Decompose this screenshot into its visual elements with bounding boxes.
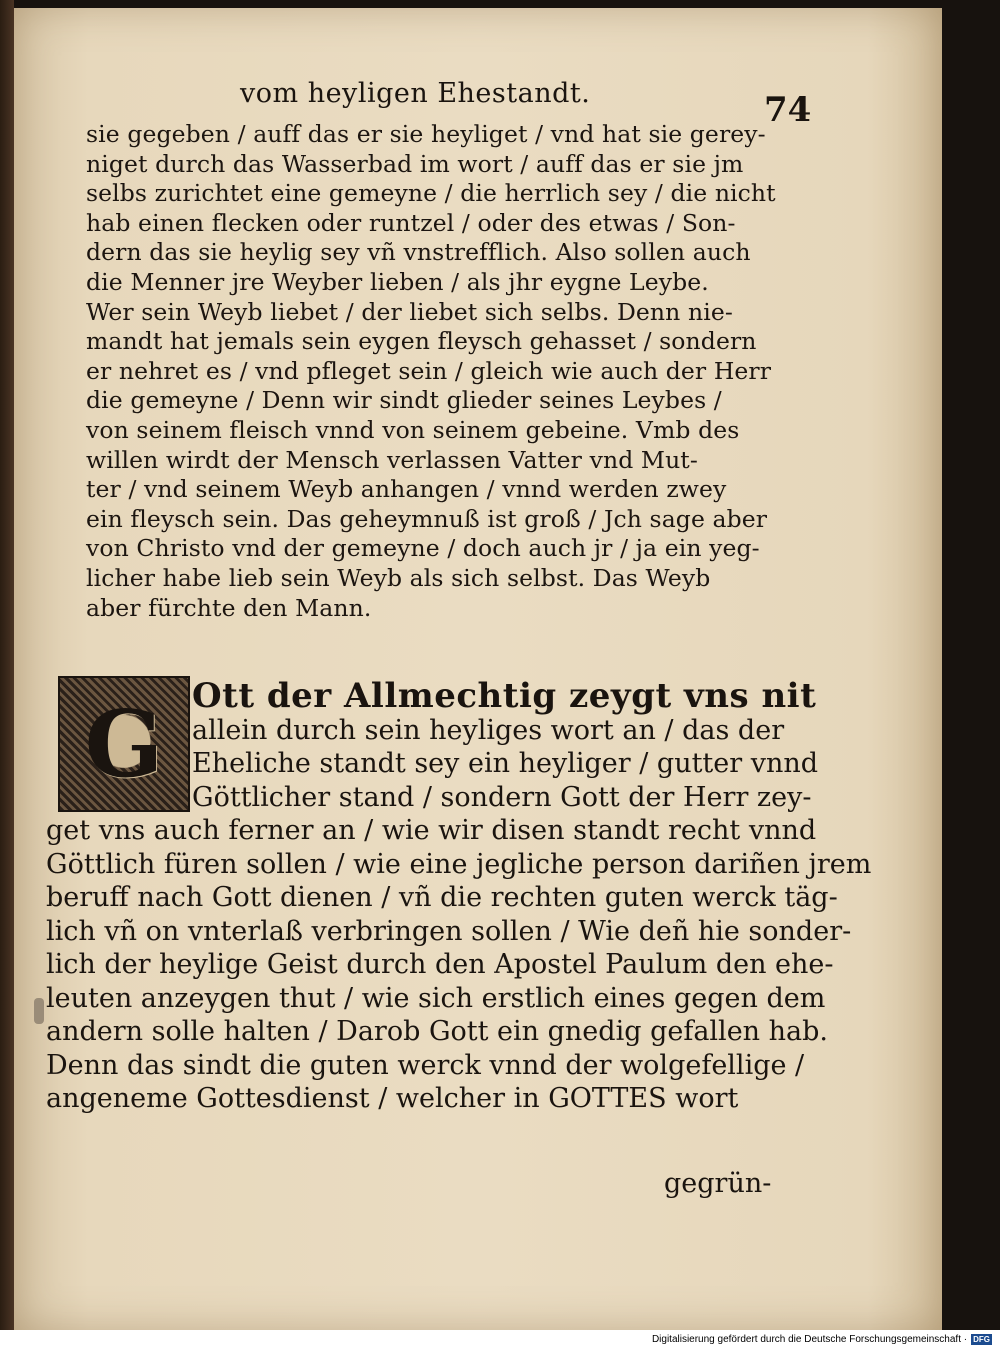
text-line: allein durch sein heyliges wort an / das der (192, 714, 785, 746)
text-line: niget durch das Wasserbad im wort / auff das er sie jm (86, 149, 744, 178)
text-line: ter / vnd seinem Weyb anhangen / vnnd werden zwey (86, 475, 727, 504)
text-line: ein fleysch sein. Das geheymnuß ist groß / Jch sage aber (86, 504, 768, 533)
page-stain (34, 998, 44, 1024)
text-line: Eheliche standt sey ein heyliger / gutter vnnd (192, 748, 819, 779)
text-line: angeneme Gottesdienst / welcher in GOTTES wort (46, 1083, 739, 1114)
text-line: Denn das sindt die guten werck vnnd der wolgefellige / (46, 1049, 805, 1081)
text-line: selbs zurichtet eine gemeyne / die herrlich sey / die nicht (86, 179, 776, 208)
text-line: licher habe lieb sein Weyb als sich selbst. Das Weyb (86, 563, 711, 592)
book-binding (0, 0, 14, 1330)
catchword: gegrün- (664, 1168, 772, 1199)
text-line: get vns auch ferner an / wie wir disen standt recht vnnd (46, 815, 817, 846)
paragraph-1 (86, 120, 786, 623)
page-number: 74 (764, 90, 812, 130)
digitization-credit (652, 1334, 992, 1345)
paragraph-2 (46, 676, 872, 1116)
text-line: Göttlicher stand / sondern Gott der Herr zey- (192, 781, 812, 813)
text-line: hab einen flecken oder runtzel / oder des etwas / Son- (86, 208, 736, 237)
text-line: dern das sie heylig sey vñ vnstrefflich. Also sollen auch (86, 238, 751, 267)
text-line: sie gegeben / auff das er sie heyliget / vnd hat sie gerey- (86, 120, 766, 148)
text-line: er nehret es / vnd pfleget sein / gleich wie auch der Herr (86, 356, 772, 385)
text-line: leuten anzeygen thut / wie sich erstlich eines gegen dem (46, 982, 826, 1014)
text-line: mandt hat jemals sein eygen fleysch gehasset / sondern (86, 327, 757, 356)
text-line: aber fürchte den Mann. (86, 593, 372, 622)
text-line: Wer sein Weyb liebet / der liebet sich selbs. Denn nie- (86, 297, 733, 326)
text-line: lich der heylige Geist durch den Apostel Paulum den ehe- (46, 949, 834, 980)
text-line: Ott der Allmechtig zeygt vns nit (192, 676, 817, 716)
text-line: andern solle halten / Darob Gott ein gnedig gefallen hab. (46, 1016, 828, 1047)
text-line: von seinem fleisch vnnd von seinem gebeine. Vmb des (86, 415, 740, 444)
running-title: vom heyligen Ehestandt. (240, 78, 591, 109)
text-line: Göttlich füren sollen / wie eine jegliche person dariñen jrem (46, 848, 872, 880)
text-line: willen wirdt der Mensch verlassen Vatter vnd Mut- (86, 445, 698, 474)
text-line: die gemeyne / Denn wir sindt glieder seines Leybes / (86, 386, 722, 415)
text-line: beruff nach Gott dienen / vñ die rechten guten werck täg- (46, 882, 838, 913)
text-line: die Menner jre Weyber lieben / als jhr eygne Leybe. (86, 267, 709, 296)
text-line: lich vñ on vnterlaß verbringen sollen / Wie deñ hie sonder- (46, 915, 852, 947)
credit-text: Digitalisierung gefördert durch die Deutsche Forschungsgemeinschaft · (651, 1334, 968, 1345)
dfg-logo: DFG (973, 1335, 990, 1344)
initial-letter: G (84, 690, 164, 798)
text-line: von Christo vnd der gemeyne / doch auch jr / ja ein yeg- (86, 534, 760, 563)
